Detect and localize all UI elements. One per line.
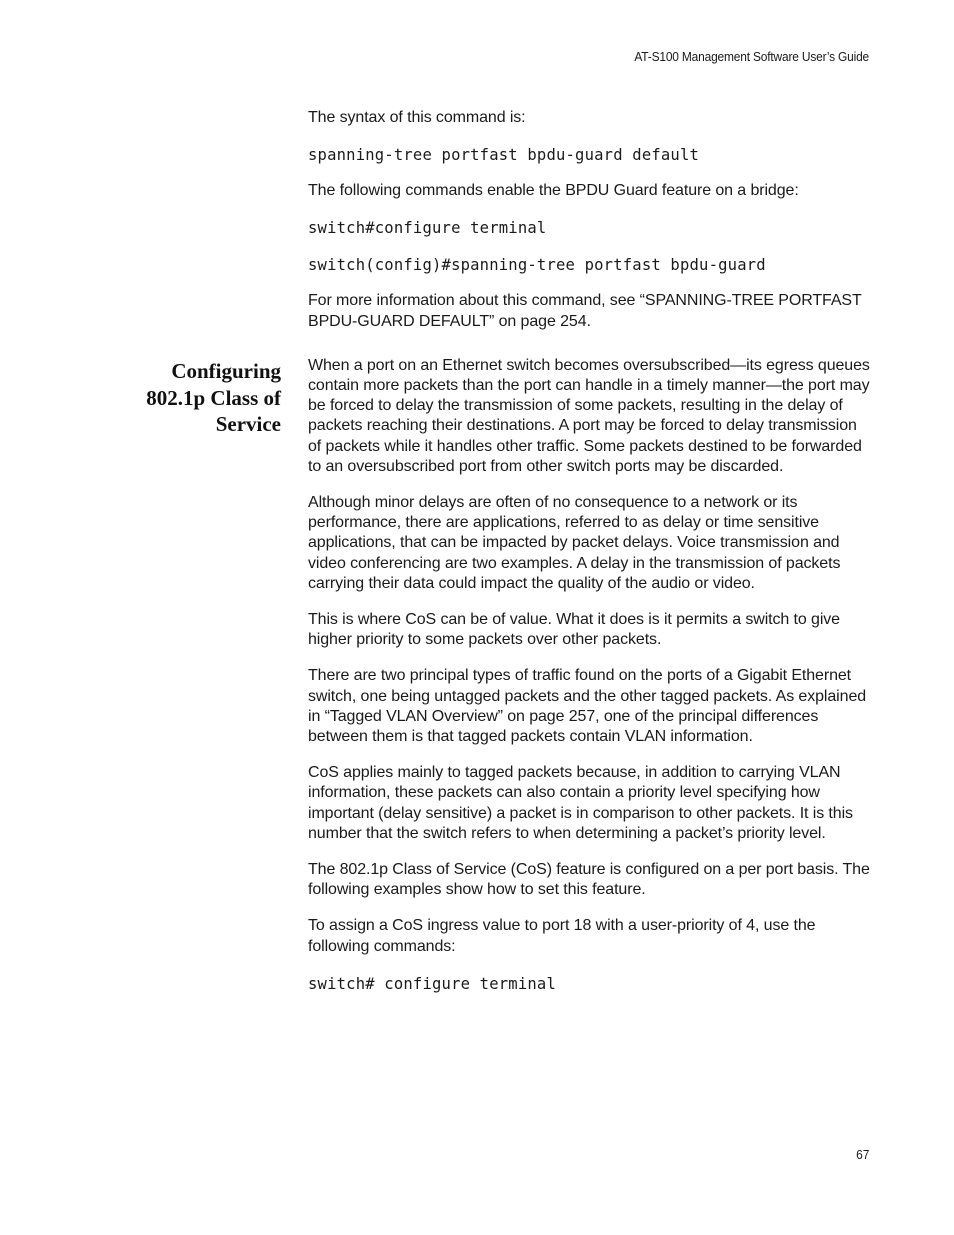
cos-paragraph-2: Although minor delays are often of no consequence to a network or its performance, there are applications, referred to as delay or time sensitive applications, that can be impacted by packet delays. Voice transmission and video conferencing are two examples. A delay in the transmission of packets carrying their data could impact the quality of the audio or video. [308,494,841,592]
cos-paragraph-3: This is where CoS can be of value. What it does is it permits a switch to give higher priority to some packets over other packets. [308,611,840,649]
enable-intro: The following commands enable the BPDU Guard feature on a bridge: [308,182,799,200]
page-number: 67 [855,1147,869,1162]
syntax-intro: The syntax of this command is: [308,109,526,126]
section-heading-line-1: Configuring [171,359,281,383]
cos-paragraph-5: CoS applies mainly to tagged packets because, in addition to carrying VLAN information, these packets can also contain a priority level specifying how important (delay sensitive) a packet is in comparison to other packets. It is this number that the switch refers to when determining a packet’s priority level. [308,764,853,842]
cos-paragraph-6: The 802.1p Class of Service (CoS) feature is configured on a per port basis. The following examples show how to set this feature. [308,861,870,899]
running-header: AT-S100 Management Software User’s Guide [634,49,869,64]
main-content [308,108,874,1010]
cos-code-1: switch# configure terminal [308,973,556,993]
cos-paragraph-1: When a port on an Ethernet switch becomes oversubscribed—its egress queues contain more packets than the port can handle in a timely manner—the port may be forced to delay the transmission of some packets, resulting in the delay of packets reaching their destinations. A port may be forced to delay transmission of packets while it handles other traffic. Some packets destined to be forwarded to an oversubscribed port from other switch ports may be discarded. [308,356,870,475]
cos-paragraph-7: To assign a CoS ingress value to port 18 with a user-priority of 4, use the following commands: [308,917,816,955]
cos-paragraph-4: There are two principal types of traffic found on the ports of a Gigabit Ethernet switch, one being untagged packets and the other tagged packets. As explained in “Tagged VLAN Overview” on page 257, one of the principal differences between them is that tagged packets contain VLAN information. [308,667,867,746]
more-info: For more information about this command, see “SPANNING-TREE PORTFAST BPDU-GUARD DEFAULT” on page 254. [308,292,862,330]
section-heading-line-2: 802.1p Class of [146,385,281,410]
section-heading [100,358,281,438]
enable-code-2: switch(config)#spanning-tree portfast bpdu-guard [308,255,766,275]
syntax-code: spanning-tree portfast bpdu-guard default [308,145,700,165]
section-heading-line-3: Service [215,412,281,436]
enable-code-1: switch#configure terminal [308,218,547,238]
